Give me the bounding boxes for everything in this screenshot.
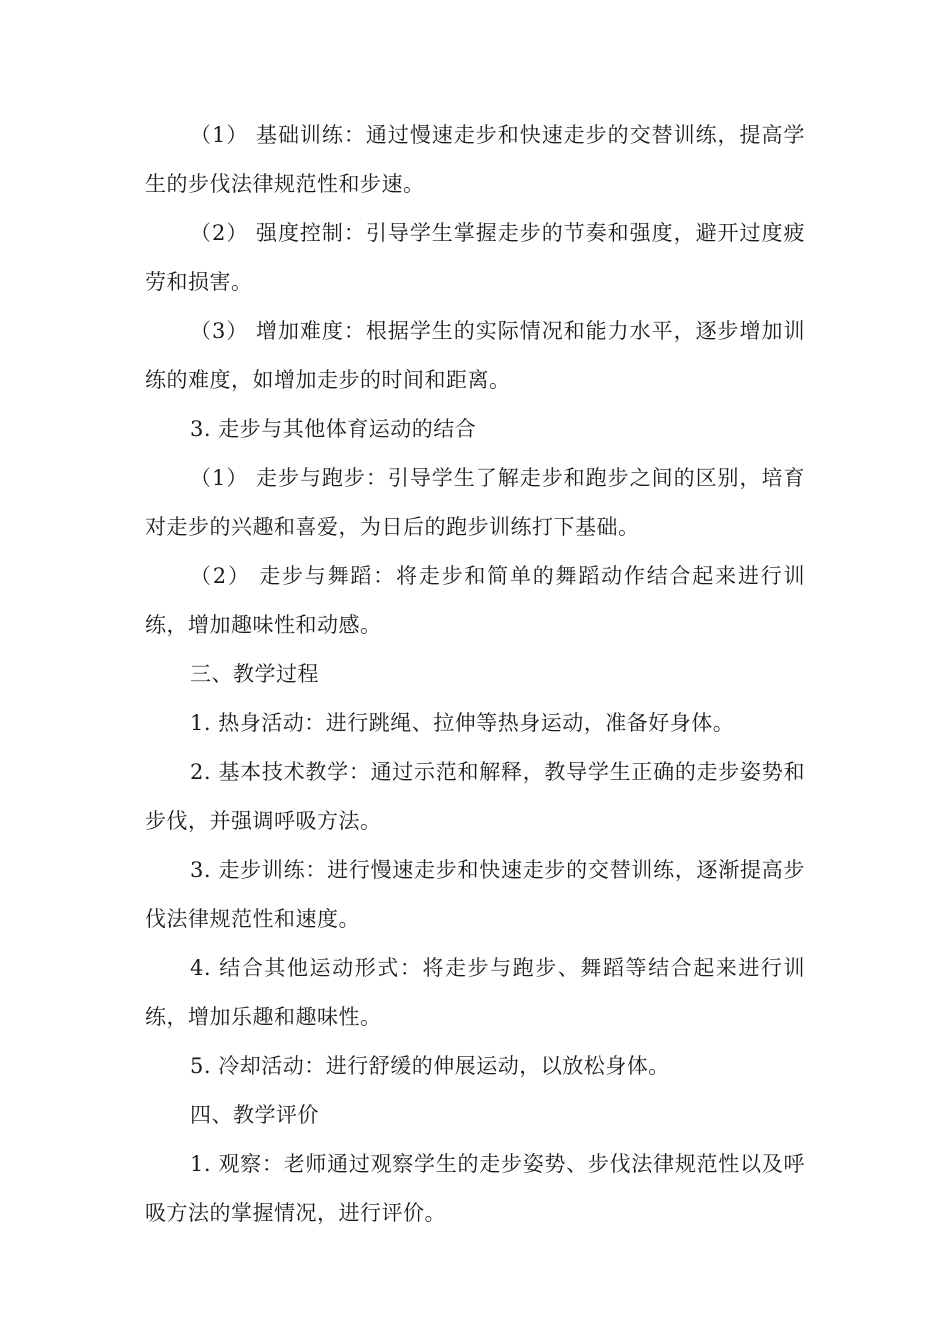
paragraph-basic-training: （1） 基础训练：通过慢速走步和快速走步的交替训练，提高学生的步伐法律规范性和步速。 <box>145 123 805 196</box>
paragraph-cool-down: 5. 冷却活动：进行舒缓的伸展运动，以放松身体。 <box>190 1054 670 1078</box>
paragraph-intensity-control: （2） 强度控制：引导学生掌握走步的节奏和强度，避开过度疲劳和损害。 <box>145 221 805 294</box>
paragraph-combine-other-sports: 4. 结合其他运动形式：将走步与跑步、舞蹈等结合起来进行训练，增加乐趣和趣味性。 <box>145 956 805 1029</box>
document-body <box>145 111 805 1238</box>
paragraph-walk-and-dance: （2） 走步与舞蹈：将走步和简单的舞蹈动作结合起来进行训练，增加趣味性和动感。 <box>145 564 805 637</box>
paragraph-walking-training: 3. 走步训练：进行慢速走步和快速走步的交替训练，逐渐提高步伐法律规范性和速度。 <box>145 858 805 931</box>
section-heading-teaching-process: 三、教学过程 <box>190 662 319 686</box>
section-heading-combination: 3. 走步与其他体育运动的结合 <box>190 417 477 441</box>
section-heading-teaching-evaluation: 四、教学评价 <box>190 1103 319 1127</box>
paragraph-increase-difficulty: （3） 增加难度：根据学生的实际情况和能力水平，逐步增加训练的难度，如增加走步的时间和距离。 <box>145 319 805 392</box>
paragraph-walk-and-run: （1） 走步与跑步：引导学生了解走步和跑步之间的区别，培育对走步的兴趣和喜爱，为日后的跑步训练打下基础。 <box>145 466 805 539</box>
paragraph-warm-up: 1. 热身活动：进行跳绳、拉伸等热身运动，准备好身体。 <box>190 711 735 735</box>
paragraph-observation: 1. 观察：老师通过观察学生的走步姿势、步伐法律规范性以及呼吸方法的掌握情况，进行评价。 <box>145 1152 805 1225</box>
paragraph-basic-technique: 2. 基本技术教学：通过示范和解释，教导学生正确的走步姿势和步伐，并强调呼吸方法。 <box>145 760 805 833</box>
